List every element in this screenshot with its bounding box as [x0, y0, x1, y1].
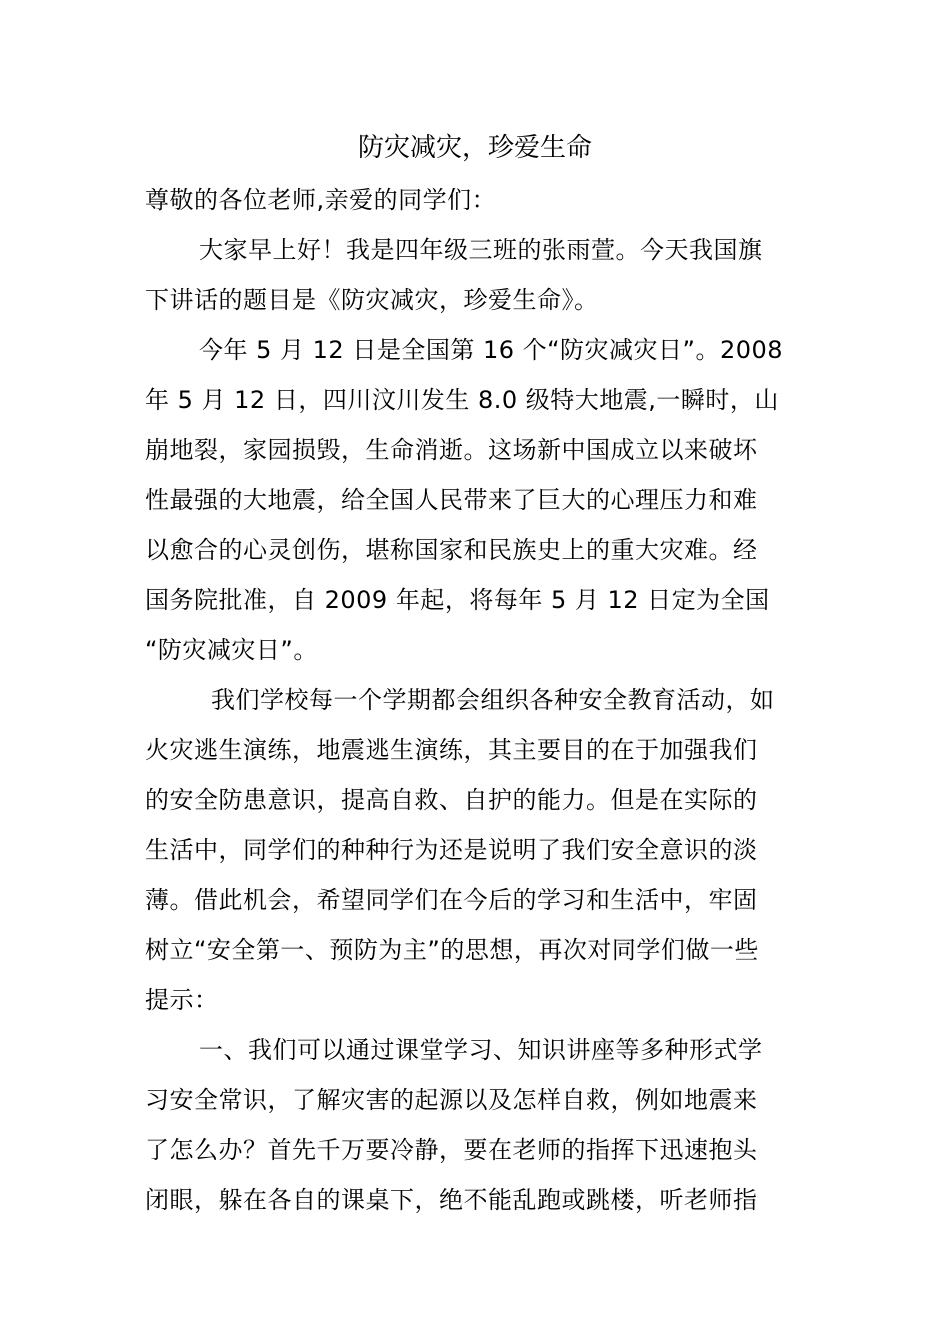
paragraph-line: 崩地裂，家园损毁，生命消逝。这场新中国成立以来破坏	[145, 436, 758, 464]
paragraph-line: 薄。借此机会，希望同学们在今后的学习和生活中，牢固	[145, 886, 758, 914]
paragraph-line: 闭眼，躲在各自的课桌下，绝不能乱跑或跳楼，听老师指	[145, 1186, 758, 1214]
paragraph-line: 大家早上好！我是四年级三班的张雨萱。今天我国旗	[199, 236, 763, 264]
paragraph-line: 我们学校每一个学期都会组织各种安全教育活动，如	[211, 686, 775, 714]
paragraph-line: 一、我们可以通过课堂学习、知识讲座等多种形式学	[199, 1036, 763, 1064]
paragraph-line: 生活中，同学们的种种行为还是说明了我们安全意识的淡	[145, 836, 758, 864]
paragraph-line: 树立“安全第一、预防为主”的思想，再次对同学们做一些	[145, 936, 759, 964]
paragraph-line: 下讲话的题目是《防灾减灾，珍爱生命》。	[145, 286, 599, 314]
paragraph-line: 以愈合的心灵创伤，堪称国家和民族史上的重大灾难。经	[145, 536, 758, 564]
paragraph-line: 了怎么办？首先千万要冷静，要在老师的指挥下迅速抱头	[145, 1136, 758, 1164]
paragraph-line: 年 5 月 12 日，四川汶川发生 8.0 级特大地震,一瞬时，山	[145, 386, 779, 414]
paragraph-line: 火灾逃生演练，地震逃生演练，其主要目的在于加强我们	[145, 736, 758, 764]
paragraph-line: 提示：	[145, 986, 219, 1014]
paragraph-line: 习安全常识，了解灾害的起源以及怎样自救，例如地震来	[145, 1086, 758, 1114]
paragraph-line: 国务院批准，自 2009 年起，将每年 5 月 12 日定为全国	[145, 586, 770, 614]
page-title: 防灾减灾，珍爱生命	[357, 133, 592, 163]
paragraph-line: 今年 5 月 12 日是全国第 16 个“防灾减灾日”。2008	[199, 336, 784, 364]
salutation: 尊敬的各位老师,亲爱的同学们：	[145, 186, 497, 214]
paragraph-line: “防灾减灾日”。	[145, 636, 318, 664]
paragraph-line: 的安全防患意识，提高自救、自护的能力。但是在实际的	[145, 786, 758, 814]
paragraph-line: 性最强的大地震，给全国人民带来了巨大的心理压力和难	[145, 486, 758, 514]
